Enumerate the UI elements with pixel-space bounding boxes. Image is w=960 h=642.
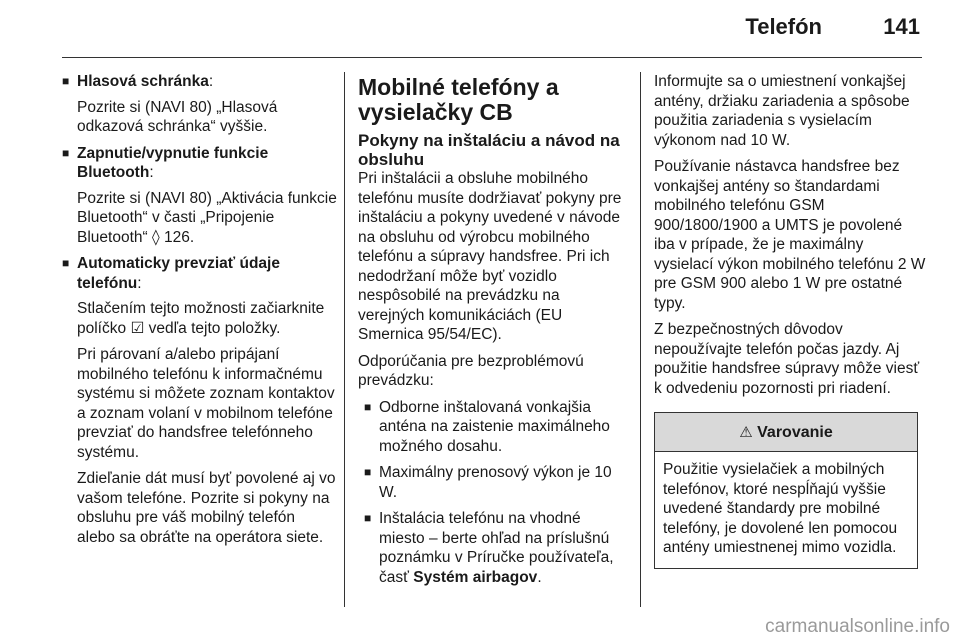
bullet-icon: ■ bbox=[364, 465, 372, 479]
section-heading: Mobilné telefóny a vysielačky CB bbox=[358, 74, 559, 125]
bullet-icon: ■ bbox=[62, 74, 70, 88]
page-reference[interactable]: 126. bbox=[163, 228, 195, 246]
paragraph: Pri inštalácii a obsluhe mobilného telefónu musíte dodržiavať pokyny pre inštaláciu a pokyny uvedené v návode na obsluhu od výrobcu mobilného telefónu a súpravy handsfree. Pri ich nedodržaní môže byť vozidlo nespôsobilé na prevádzku na verejných komunikáciách (EU Smernica 95/54/EC). bbox=[358, 170, 622, 343]
column-divider-2 bbox=[640, 72, 641, 607]
item-text: Pozrite si (NAVI 80) „Hlasová odkazová schránka“ vyššie. bbox=[77, 98, 278, 135]
list-item: ■ Automaticky prevziať údaje telefónu: Stlačením tejto možnosti začiarknite políčko ☑ vedľa tejto položky. Pri párovaní a/alebo pripájaní mobilného telefónu k informačnému systému si môžete zoznam kontaktov a zoznam volaní v mobilnom telefóne prevziať do handsfree telefónneho systému. Zdieľanie dát musí byť povolené aj vo vašom telefóne. Pozrite si pokyny na obsluhu pre váš mobilný telefón alebo sa obráťte na operátora siete. bbox=[62, 255, 336, 546]
page-reference-icon: ◊ bbox=[151, 227, 160, 246]
list-item: ■ Hlasová schránka: Pozrite si (NAVI 80) „Hlasová odkazová schránka“ vyššie. bbox=[62, 72, 337, 137]
column-divider-1 bbox=[344, 72, 345, 607]
cross-reference: Systém airbagov bbox=[413, 568, 538, 586]
checkbox-icon: ☑ bbox=[130, 318, 145, 337]
watermark: carmanualsonline.info bbox=[765, 616, 950, 637]
item-heading: Automaticky prevziať údaje telefónu bbox=[77, 255, 280, 292]
paragraph: Používanie nástavca handsfree bez vonkajšej antény so štandardami mobilného telefónu GSM 900/1800/1900 a UMTS je povolené iba v prípade, že je maximálny vysielací výkon mobilného telefónu 2 W pre GSM 900 alebo 1 W pre ostatné typy. bbox=[654, 158, 926, 312]
bullet-icon: ■ bbox=[62, 256, 70, 270]
item-text: Stlačením tejto možnosti začiarknite políčko ☑ vedľa tejto položky. bbox=[77, 300, 325, 337]
item-text: Pri párovaní a/alebo pripájaní mobilného telefónu k informačnému systému si môžete zoznam kontaktov a zoznam volaní v mobilnom telefóne prevziať do handsfree telefónneho systému. bbox=[77, 346, 335, 461]
list-item: ■ Zapnutie/vypnutie funkcie Bluetooth: Pozrite si (NAVI 80) „Aktivácia funkcie Bluetooth“ v časti „Pripojenie Bluetooth“ ◊ 126. bbox=[62, 144, 337, 246]
column-3 bbox=[654, 72, 926, 569]
list-item: ■ Inštalácia telefónu na vhodné miesto – berte ohľad na príslušnú poznámku v Príručke používateľa, časť Systém airbagov. bbox=[364, 510, 614, 586]
warning-title: Varovanie bbox=[757, 424, 833, 441]
item-text: Pozrite si (NAVI 80) „Aktivácia funkcie Bluetooth“ v časti „Pripojenie Bluetooth“ ◊ 126. bbox=[77, 189, 337, 246]
paragraph: Odporúčania pre bezproblémovú prevádzku: bbox=[358, 352, 584, 389]
paragraph: Informujte sa o umiestnení vonkajšej antény, držiaku zariadenia a spôsobe použitia zariadenia s vysielacím výkonom nad 10 W. bbox=[654, 73, 910, 149]
warning-header bbox=[655, 413, 917, 452]
page-header bbox=[0, 0, 960, 58]
column-1 bbox=[62, 72, 337, 554]
paragraph: Z bezpečnostných dôvodov nepoužívajte telefón počas jazdy. Aj použitie handsfree súpravy môže viesť k odvedeniu pozornosti pri riadení. bbox=[654, 321, 920, 397]
list-item: ■ Odborne inštalovaná vonkajšia anténa na zaistenie maximálneho možného dosahu. bbox=[364, 398, 610, 455]
page-number: 141 bbox=[883, 14, 920, 39]
bullet-icon: ■ bbox=[364, 399, 372, 414]
subsection-heading: Pokyny na inštaláciu a návod na obsluhu bbox=[358, 131, 620, 169]
column-2 bbox=[358, 72, 630, 587]
item-text: Zdieľanie dát musí byť povolené aj vo vašom telefóne. Pozrite si pokyny na obsluhu pre váš mobilný telefón alebo sa obráťte na operátora siete. bbox=[77, 470, 336, 546]
list-item: ■ Maximálny prenosový výkon je 10 W. bbox=[364, 464, 612, 501]
warning-box bbox=[654, 412, 918, 569]
warning-text: Použitie vysielačiek a mobilných telefónov, ktoré nespĺňajú vyššie uvedené štandardy pre mobilné telefóny, je dovolené len pomocou antény umiestnenej mimo vozidla. bbox=[663, 461, 898, 556]
header-rule bbox=[62, 57, 922, 58]
warning-icon: ⚠ bbox=[739, 423, 753, 441]
item-heading: Hlasová schránka bbox=[77, 73, 209, 90]
page-title: Telefón bbox=[745, 14, 822, 39]
item-heading: Zapnutie/vypnutie funkcie Bluetooth bbox=[77, 144, 269, 181]
bullet-icon: ■ bbox=[62, 145, 70, 160]
bullet-icon: ■ bbox=[364, 511, 372, 525]
